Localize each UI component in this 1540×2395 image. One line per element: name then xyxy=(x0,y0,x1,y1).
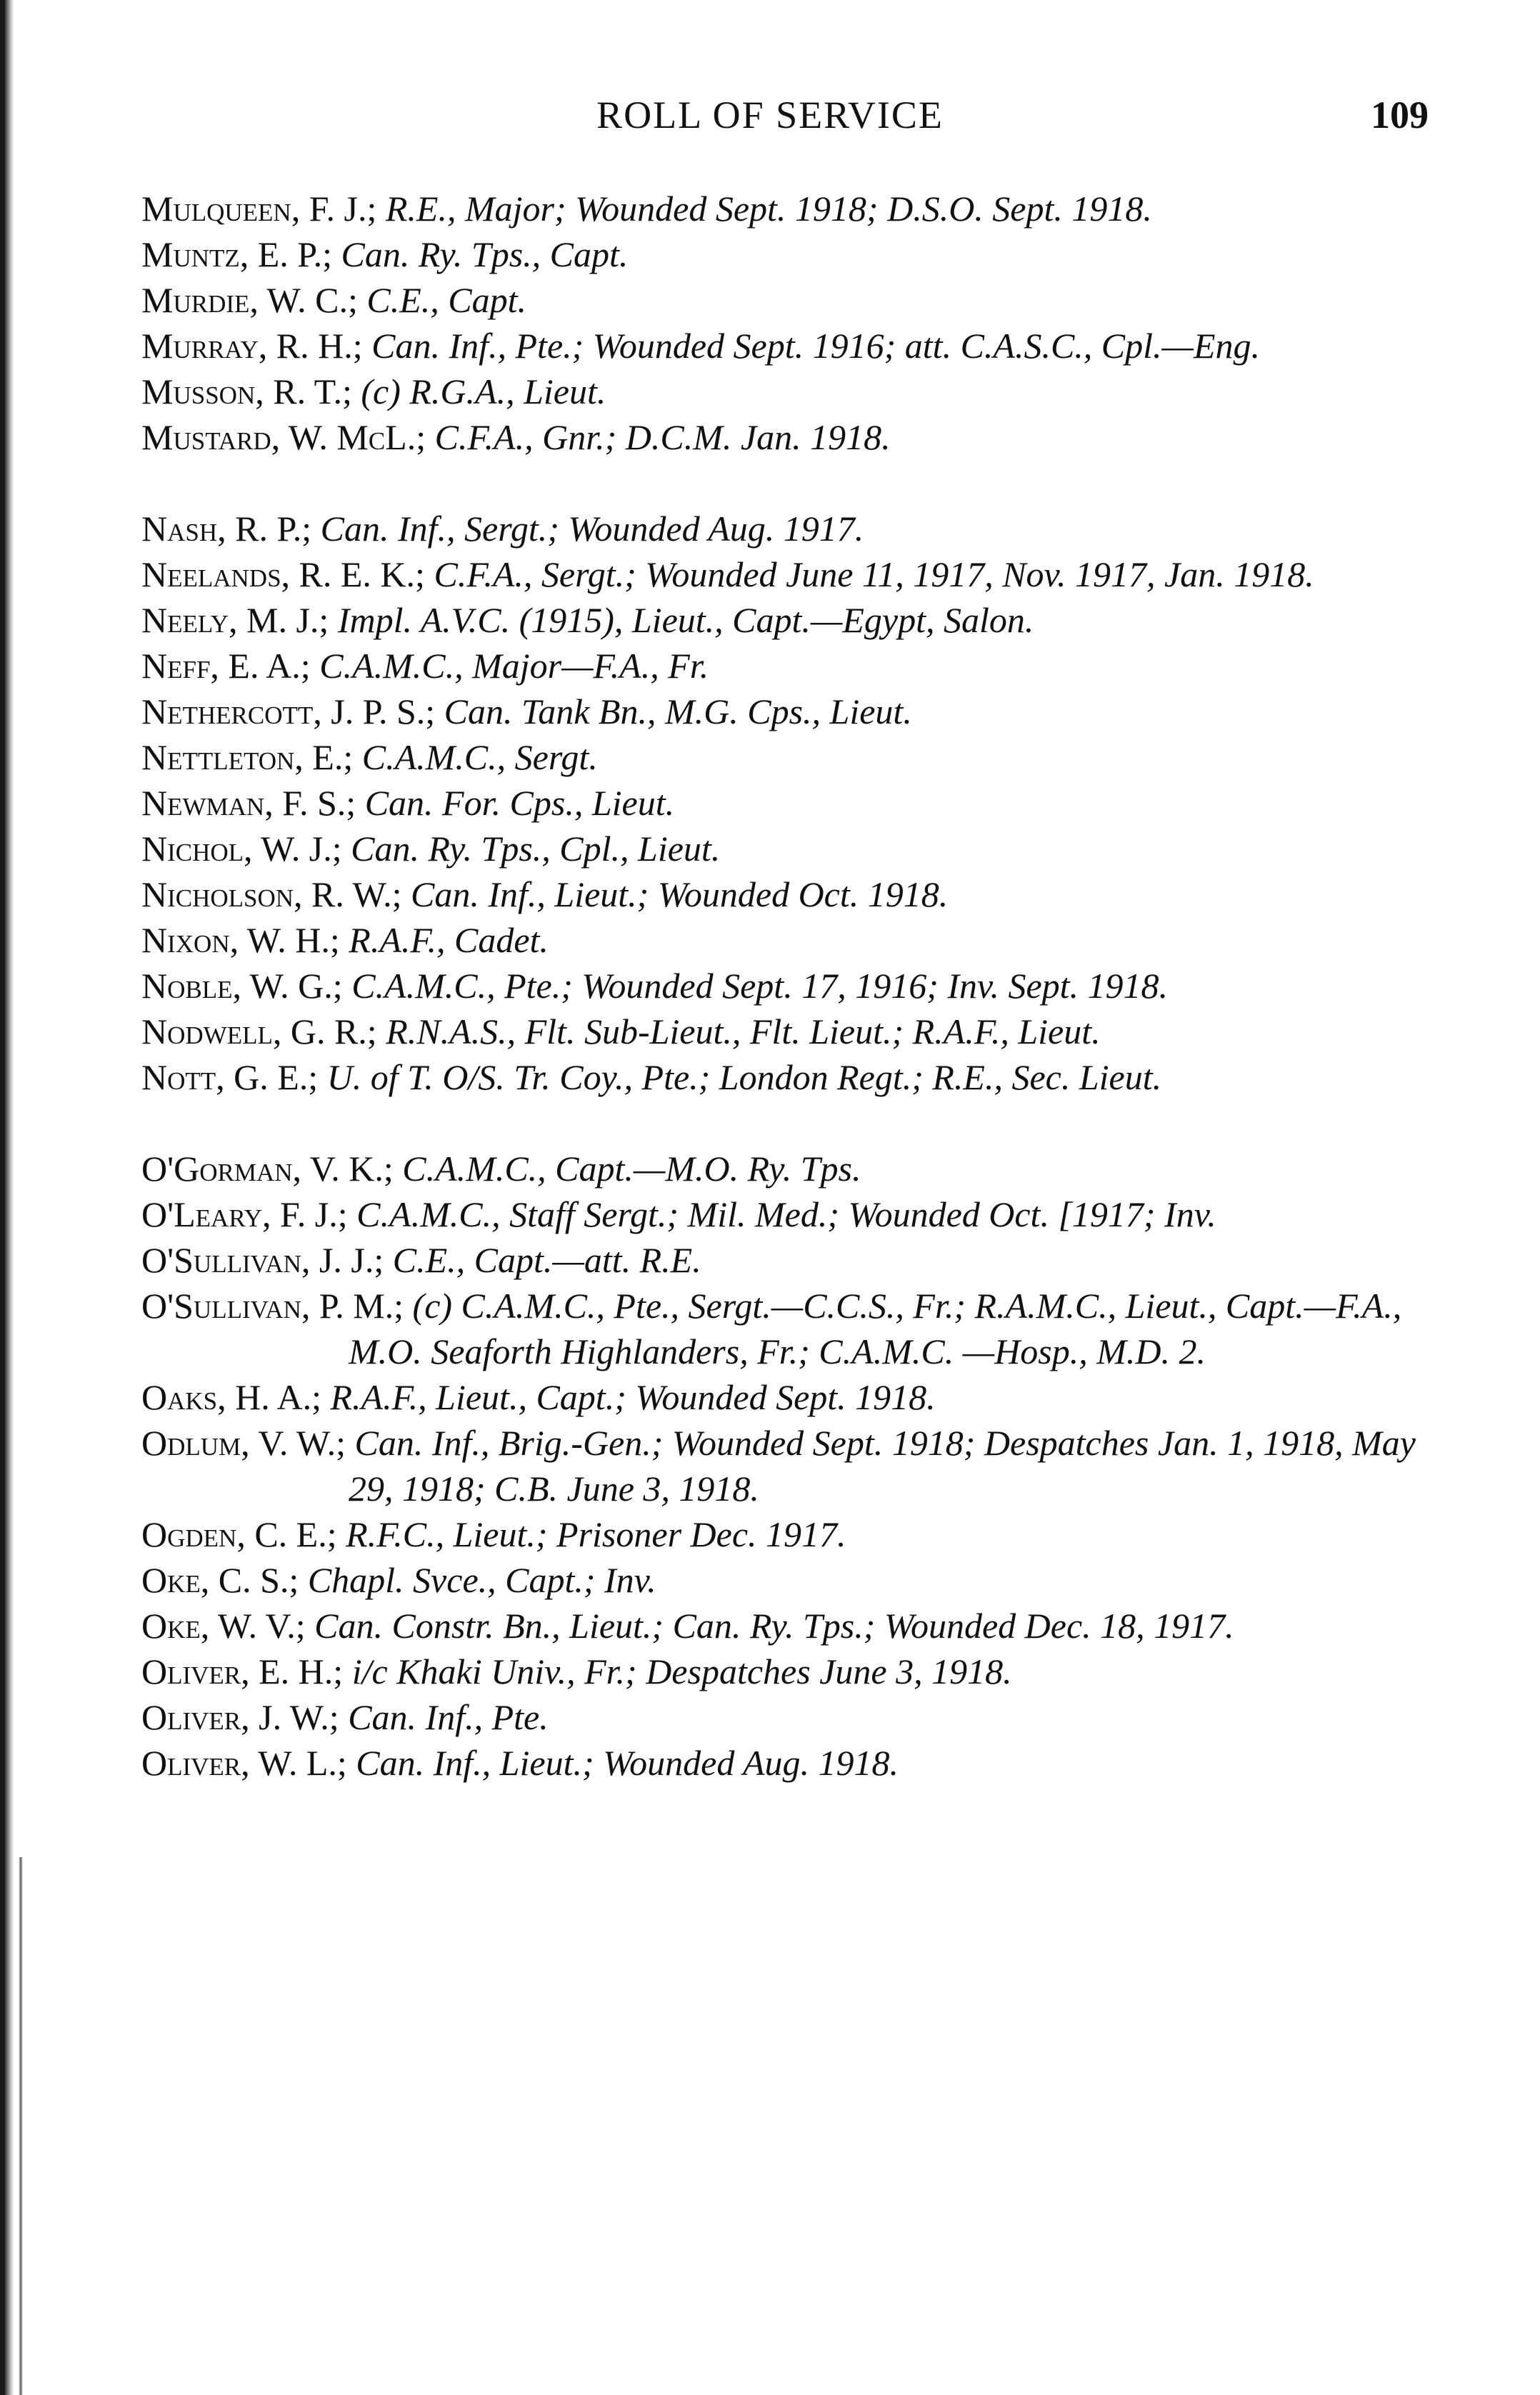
entry-description: Can. Constr. Bn., Lieut.; Can. Ry. Tps.; Wounded Dec. 18, 1917. xyxy=(305,1606,1234,1646)
entry-name: Neely, M. J.; xyxy=(141,600,329,640)
roll-entry xyxy=(141,1237,1434,1283)
entry-description: C.A.M.C., Capt.—M.O. Ry. Tps. xyxy=(393,1149,861,1189)
page-binding-edge xyxy=(0,0,14,2395)
entry-description: C.A.M.C., Sergt. xyxy=(353,737,598,777)
entry-description: C.E., Capt.—att. R.E. xyxy=(384,1240,701,1280)
entry-name: Mustard, W. McL.; xyxy=(141,417,426,457)
entry-name: Noble, W. G.; xyxy=(141,966,343,1006)
entry-name: Murdie, W. C.; xyxy=(141,280,358,320)
roll-entry xyxy=(141,1603,1434,1649)
entry-name: Neff, E. A.; xyxy=(141,646,311,686)
roll-entry xyxy=(141,917,1434,963)
entry-description: i/c Khaki Univ., Fr.; Despatches June 3, 1918. xyxy=(343,1651,1012,1691)
entry-description: Can. For. Cps., Lieut. xyxy=(356,783,675,823)
entry-description: Can. Inf., Sergt.; Wounded Aug. 1917. xyxy=(311,509,864,549)
entry-description: R.A.F., Cadet. xyxy=(339,920,549,960)
roll-entry xyxy=(141,871,1434,917)
page-binding-shadow xyxy=(19,1857,23,2395)
entry-description: Can. Inf., Lieut.; Wounded Aug. 1918. xyxy=(346,1743,899,1783)
roll-entry xyxy=(141,963,1434,1009)
roll-entry xyxy=(141,689,1434,734)
roll-entry xyxy=(141,643,1434,689)
entry-description: (c) C.A.M.C., Pte., Sergt.—C.C.S., Fr.; R.A.M.C., Lieut., Capt.—F.A., M.O. Seaforth Highlanders, Fr.; C.A.M.C. —Hosp., M.D. 2. xyxy=(349,1286,1402,1371)
entry-name: Nicholson, R. W.; xyxy=(141,874,402,914)
entry-name: Nixon, W. H.; xyxy=(141,920,340,960)
entry-name: Nash, R. P.; xyxy=(141,509,312,549)
entry-description: R.F.C., Lieut.; Prisoner Dec. 1917. xyxy=(336,1514,846,1554)
entry-description: C.F.A., Gnr.; D.C.M. Jan. 1918. xyxy=(426,417,891,457)
roll-entry xyxy=(141,231,1434,277)
roll-entry xyxy=(141,597,1434,643)
entry-name: Oliver, W. L.; xyxy=(141,1743,347,1783)
entry-description: Can. Inf., Pte. xyxy=(339,1697,549,1737)
roll-entry xyxy=(141,414,1434,460)
roll-entry xyxy=(141,826,1434,871)
roll-entry xyxy=(141,1420,1434,1511)
running-header-title: ROLL OF SERVICE xyxy=(596,94,944,136)
entry-name: O'Leary, F. J.; xyxy=(141,1194,348,1234)
entry-description: Can. Tank Bn., M.G. Cps., Lieut. xyxy=(435,691,912,731)
roll-entry xyxy=(141,1649,1434,1694)
entry-name: Oke, W. V.; xyxy=(141,1606,306,1646)
roll-entry xyxy=(141,780,1434,826)
roll-entry xyxy=(141,506,1434,551)
entry-name: O'Sullivan, P. M.; xyxy=(141,1286,404,1326)
entry-name: Nethercott, J. P. S.; xyxy=(141,691,436,731)
entry-name: Nichol, W. J.; xyxy=(141,829,342,869)
entry-name: Newman, F. S.; xyxy=(141,783,356,823)
roll-entry xyxy=(141,1740,1434,1786)
entry-description: U. of T. O/S. Tr. Coy., Pte.; London Regt.; R.E., Sec. Lieut. xyxy=(318,1057,1162,1097)
roll-entry xyxy=(141,1283,1434,1374)
entry-name: Oaks, H. A.; xyxy=(141,1377,321,1417)
entry-name: Muntz, E. P.; xyxy=(141,234,332,274)
entry-description: R.E., Major; Wounded Sept. 1918; D.S.O. Sept. 1918. xyxy=(376,189,1152,229)
roll-entry xyxy=(141,1511,1434,1557)
entry-name: Nodwell, G. R.; xyxy=(141,1011,377,1051)
entry-name: Nettleton, E.; xyxy=(141,737,354,777)
roll-entry xyxy=(141,277,1434,323)
roll-entry xyxy=(141,186,1434,231)
entry-description: Can. Ry. Tps., Capt. xyxy=(331,234,629,274)
roll-entry xyxy=(141,1191,1434,1237)
entry-name: Musson, R. T.; xyxy=(141,371,352,411)
entry-name: Oliver, E. H.; xyxy=(141,1651,344,1691)
entry-description: Can. Inf., Lieut.; Wounded Oct. 1918. xyxy=(401,874,949,914)
entry-name: O'Sullivan, J. J.; xyxy=(141,1240,384,1280)
entry-name: Oke, C. S.; xyxy=(141,1560,299,1600)
entry-description: C.E., Capt. xyxy=(357,280,526,320)
entry-name: Ogden, C. E.; xyxy=(141,1514,337,1554)
roll-entry xyxy=(141,1374,1434,1420)
roll-entry xyxy=(141,734,1434,780)
roll-entry xyxy=(141,369,1434,414)
entry-name: Mulqueen, F. J.; xyxy=(141,189,377,229)
entry-description: C.A.M.C., Major—F.A., Fr. xyxy=(310,646,709,686)
entry-description: Can. Ry. Tps., Cpl., Lieut. xyxy=(341,829,721,869)
page-number: 109 xyxy=(1371,94,1429,136)
entry-description: Chapl. Svce., Capt.; Inv. xyxy=(299,1560,656,1600)
entry-name: O'Gorman, V. K.; xyxy=(141,1149,394,1189)
roll-entry xyxy=(141,1054,1434,1100)
entry-name: Murray, R. H.; xyxy=(141,326,363,366)
entry-description: C.A.M.C., Pte.; Wounded Sept. 17, 1916; Inv. Sept. 1918. xyxy=(342,966,1169,1006)
entry-description: Can. Inf., Pte.; Wounded Sept. 1916; att. C.A.S.C., Cpl.—Eng. xyxy=(362,326,1261,366)
entry-description: C.F.A., Sergt.; Wounded June 11, 1917, Nov. 1917, Jan. 1918. xyxy=(424,554,1314,594)
roll-entry xyxy=(141,1146,1434,1191)
roll-entry xyxy=(141,323,1434,369)
entry-description: R.A.F., Lieut., Capt.; Wounded Sept. 1918. xyxy=(321,1377,936,1417)
entry-description: (c) R.G.A., Lieut. xyxy=(351,371,606,411)
entry-description: Impl. A.V.C. (1915), Lieut., Capt.—Egypt, Salon. xyxy=(329,600,1034,640)
roll-entry xyxy=(141,1557,1434,1603)
entry-name: Odlum, V. W.; xyxy=(141,1423,346,1463)
entry-description: R.N.A.S., Flt. Sub-Lieut., Flt. Lieut.; R.A.F., Lieut. xyxy=(376,1011,1101,1051)
entry-name: Oliver, J. W.; xyxy=(141,1697,339,1737)
roll-entry xyxy=(141,551,1434,597)
roll-entry xyxy=(141,1009,1434,1054)
roll-entry xyxy=(141,1694,1434,1740)
roll-entries xyxy=(141,186,1434,1786)
entry-description: Can. Inf., Brig.-Gen.; Wounded Sept. 1918; Despatches Jan. 1, 1918, May 29, 1918; C.B. June 3, 1918. xyxy=(346,1423,1416,1509)
entry-description: C.A.M.C., Staff Sergt.; Mil. Med.; Wounded Oct. [1917; Inv. xyxy=(347,1194,1216,1234)
entry-name: Nott, G. E.; xyxy=(141,1057,319,1097)
entry-name: Neelands, R. E. K.; xyxy=(141,554,425,594)
